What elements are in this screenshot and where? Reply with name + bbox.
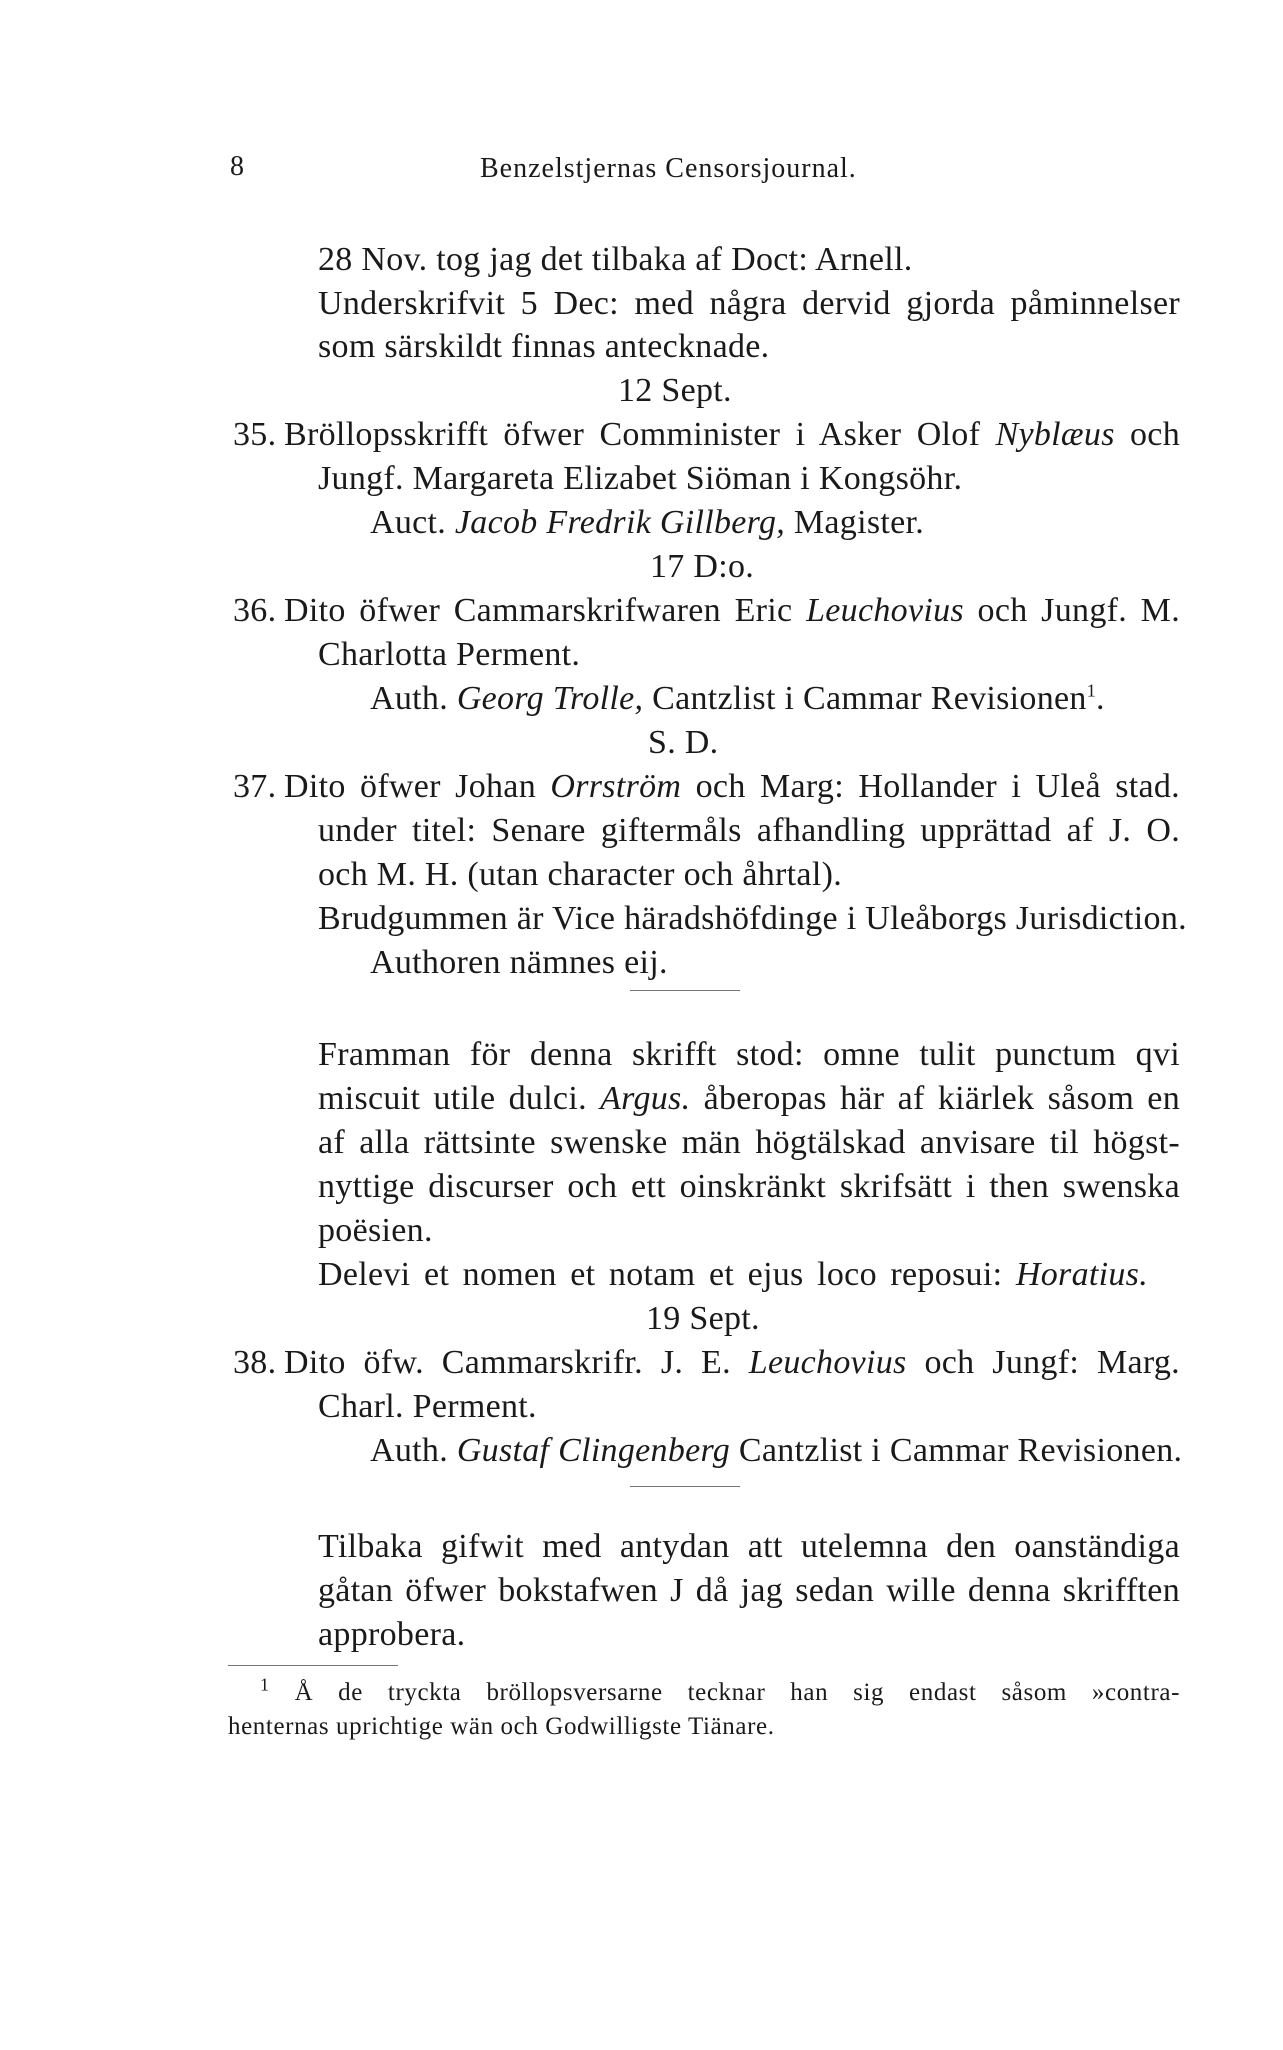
entry-36-author [370, 679, 1105, 719]
paragraph-1-line-6 [318, 1255, 1148, 1295]
entry-37-line-2: under titel: Senare giftermåls afhandling upprättad af J. O. [318, 812, 1180, 849]
footnote-marker: 1 [260, 1674, 270, 1695]
entry-37-line-1 [284, 767, 1180, 807]
text-span: Delevi et nomen et notam et ejus loco reposui: [318, 1256, 1016, 1293]
text-span: och Jungf. M. [963, 592, 1181, 629]
author-name: Georg Trolle, [456, 680, 644, 717]
entry-35-line-2: Jungf. Margareta Elizabet Siöman i Kongsöhr. [318, 460, 963, 497]
entry-prev-line-1: 28 Nov. tog jag det tilbaka af Doct: Arnell. [318, 241, 913, 278]
date-heading: S. D. [648, 724, 719, 761]
text-span: och Marg: Hollander i Uleå stad. [681, 768, 1180, 805]
section-divider [630, 1486, 740, 1487]
text-span: . [1096, 680, 1105, 717]
footnote-line-1 [260, 1674, 1181, 1708]
text-span: Cantzlist i Cammar Revisionen. [730, 1432, 1183, 1469]
text-span: Auct. [370, 504, 455, 541]
entry-number: 38. [233, 1344, 277, 1381]
person-name: Nyblæus [995, 416, 1115, 453]
entry-38-author [370, 1431, 1183, 1471]
text-span: Auth. [370, 680, 457, 717]
text-span: miscuit utile dulci. [318, 1080, 601, 1117]
entry-number: 37. [233, 768, 277, 805]
person-name: Orrström [550, 768, 682, 805]
text-span: Dito öfw. Cammarskrifr. J. E. [284, 1344, 749, 1381]
paragraph-1-line-4: nyttige discurser och ett oinskränkt skrifsätt i then swenska [318, 1168, 1180, 1205]
footnote-line-2: henternas uprichtige wän och Godwilligste Tiänare. [228, 1713, 775, 1740]
paragraph-1-line-1: Framman för denna skrifft stod: omne tulit punctum qvi [318, 1036, 1180, 1073]
author-name: Horatius. [1015, 1256, 1148, 1293]
entry-number: 35. [233, 416, 277, 453]
paragraph-1-line-5: poësien. [318, 1212, 433, 1249]
entry-number: 36. [233, 592, 277, 629]
author-name: Gustaf Clingenberg [456, 1432, 731, 1469]
text-span: åberopas här af kiärlek såsom en [690, 1080, 1180, 1117]
entry-37-line-4: Brudgummen är Vice häradshöfdinge i Uleåborgs Jurisdiction. [318, 900, 1187, 937]
entry-38-line-2: Charl. Perment. [318, 1388, 537, 1425]
section-divider [630, 990, 740, 991]
text-span: Bröllopsskrifft öfwer Comminister i Asker Olof [284, 416, 996, 453]
entry-36-line-1 [284, 591, 1180, 631]
footnote-divider [228, 1665, 398, 1666]
paragraph-1-line-2 [318, 1079, 1180, 1119]
footnote-marker: 1 [1086, 680, 1097, 701]
entry-prev-line-3: som särskildt finnas antecknade. [318, 328, 770, 365]
person-name: Leuchovius [806, 592, 964, 629]
text-span: Auth. [370, 1432, 457, 1469]
text-span: Dito öfwer Cammarskrifwaren Eric [284, 592, 807, 629]
entry-35-line-1 [284, 415, 1180, 455]
date-heading: 17 D:o. [650, 548, 755, 585]
entry-37-line-5: Authoren nämnes eij. [370, 944, 668, 981]
text-span: Dito öfwer Johan [284, 768, 551, 805]
text-span: och [1114, 416, 1181, 453]
author-name: Jacob Fredrik Gillberg, [454, 504, 786, 541]
entry-35-author [370, 503, 924, 543]
paragraph-2-line-2: gåtan öfwer bokstafwen J då jag sedan wille denna skrifften [318, 1572, 1180, 1609]
text-span: Cantzlist i Cammar Revisionen [643, 680, 1087, 717]
date-heading: 19 Sept. [646, 1300, 760, 1337]
person-name: Leuchovius [748, 1344, 907, 1381]
page-number: 8 [230, 151, 245, 182]
paragraph-2-line-1: Tilbaka gifwit med antydan att utelemna den oanständiga [318, 1528, 1180, 1565]
entry-36-line-2: Charlotta Perment. [318, 636, 581, 673]
text-span: Å de tryckta bröllopsversarne tecknar han sig endast såsom »contra- [294, 1679, 1181, 1706]
entry-prev-line-2: Underskrifvit 5 Dec: med några dervid gjorda påminnelser [318, 285, 1180, 322]
running-title: Benzelstjernas Censorsjournal. [480, 153, 857, 184]
entry-38-line-1 [284, 1343, 1180, 1383]
paragraph-1-line-3: af alla rättsinte swenske män högtälskad anvisare til högst- [318, 1124, 1180, 1161]
date-heading: 12 Sept. [618, 372, 732, 409]
entry-37-line-3: och M. H. (utan character och åhrtal). [318, 856, 842, 893]
text-span: och Jungf: Marg. [906, 1344, 1180, 1381]
work-name: Argus. [600, 1080, 691, 1117]
text-span: Magister. [785, 504, 925, 541]
paragraph-2-line-3: approbera. [318, 1616, 466, 1653]
